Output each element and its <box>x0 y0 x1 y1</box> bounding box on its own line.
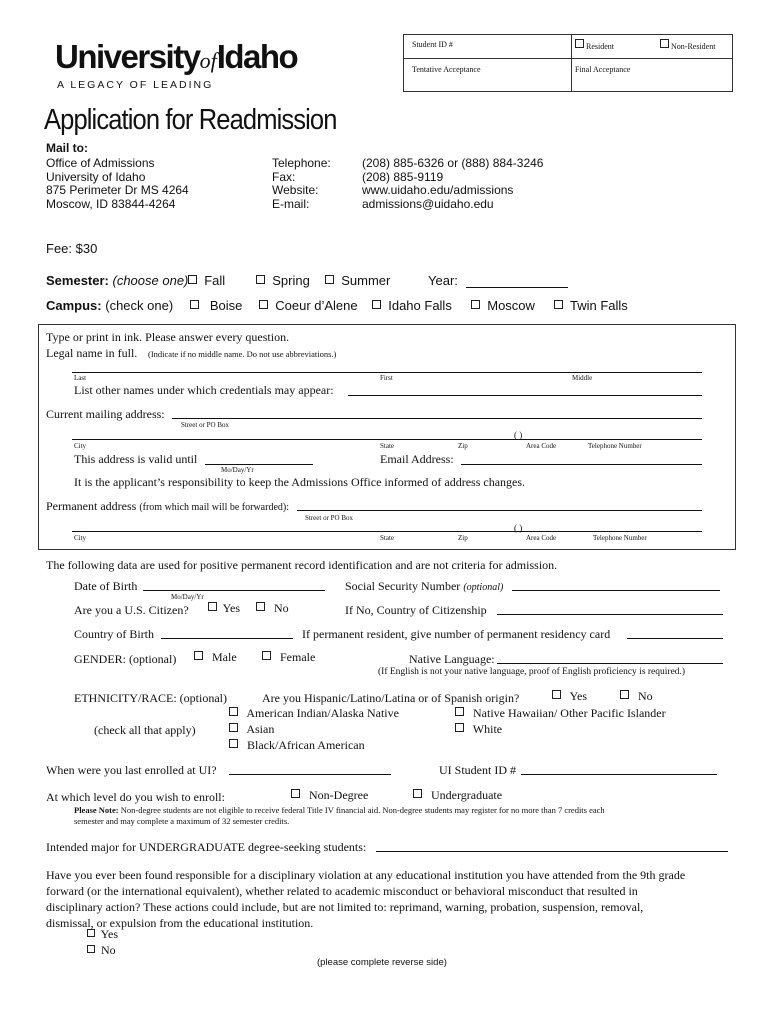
disciplinary-line: disciplinary action? These actions could include, but are not limited to: reprimand, warning, probation, suspension, removal, <box>46 900 644 914</box>
mailing-address-label: Current mailing address: <box>46 407 165 421</box>
address-line: Office of Admissions <box>46 156 155 170</box>
street-sublabel: Street or PO Box <box>181 421 230 429</box>
resident-label: Resident <box>586 42 614 51</box>
last-sublabel: Last <box>74 374 87 382</box>
boise-label: Boise <box>209 298 243 313</box>
permanent-city-field[interactable] <box>72 531 702 532</box>
male-checkbox[interactable] <box>194 651 203 660</box>
zip-sublabel: Zip <box>458 442 468 450</box>
undergraduate-checkbox[interactable] <box>413 789 422 798</box>
page-title: Application for Readmission <box>44 104 337 136</box>
student-id-label: Student ID # <box>412 40 453 49</box>
citizen-yes[interactable] <box>208 601 240 616</box>
campus-twin-falls[interactable] <box>554 298 628 313</box>
other-names-field[interactable] <box>348 395 702 396</box>
state-sublabel: State <box>380 534 394 542</box>
country-citizenship-label: If No, Country of Citizenship <box>345 603 487 617</box>
logo-idaho: Idaho <box>216 38 298 75</box>
phone-paren: ( ) <box>514 523 523 533</box>
responsibility-note: It is the applicant’s responsibility to keep the Admissions Office informed of address changes. <box>74 475 526 489</box>
ink-instructions: Type or print in ink. Please answer every question. <box>46 330 290 344</box>
level-non-degree[interactable] <box>291 788 368 803</box>
native-hawaiian-checkbox[interactable] <box>455 707 464 716</box>
native-language-field[interactable] <box>497 663 723 664</box>
address-line: Moscow, ID 83844-4264 <box>46 196 176 211</box>
campus-idaho-falls[interactable] <box>372 298 452 313</box>
city-sublabel: City <box>74 534 87 542</box>
white-label: White <box>472 722 503 736</box>
phone-paren: ( ) <box>514 430 523 440</box>
telephone-value: (208) 885-6326 or (888) 884-3246 <box>362 156 544 170</box>
last-enrolled-label: When were you last enrolled at UI? <box>46 763 217 777</box>
idaho-falls-label: Idaho Falls <box>388 298 452 313</box>
citizen-no[interactable] <box>256 601 289 616</box>
native-hawaiian-label: Native Hawaiian/ Other Pacific Islander <box>473 706 666 720</box>
moscow-checkbox[interactable] <box>471 300 480 309</box>
permanent-street-field[interactable] <box>297 510 702 511</box>
ethnicity-label: ETHNICITY/RACE: (optional) <box>74 691 227 705</box>
legal-name-field[interactable] <box>72 372 702 373</box>
male-label: Male <box>212 650 237 664</box>
final-acceptance-label: Final Acceptance <box>575 65 631 74</box>
university-logo <box>55 38 297 76</box>
ssn-text: Social Security Number <box>345 579 461 593</box>
hispanic-yes[interactable] <box>552 689 587 704</box>
contact-info-section <box>38 324 736 550</box>
mail-to-heading: Mail to: <box>46 141 88 155</box>
semester-row <box>46 273 188 288</box>
campus-moscow[interactable] <box>471 298 535 313</box>
valid-until-label: This address is valid until <box>74 452 198 466</box>
white-checkbox[interactable] <box>455 723 464 732</box>
contact-labels <box>272 157 331 211</box>
street-sublabel: Street or PO Box <box>305 514 354 522</box>
disciplinary-no-label: No <box>101 943 116 957</box>
valid-until-format: Mo/Day/Yr <box>221 466 254 474</box>
twin-falls-label: Twin Falls <box>570 298 628 313</box>
disciplinary-yes[interactable] <box>87 927 118 942</box>
gender-male[interactable] <box>194 650 237 665</box>
hispanic-yes-checkbox[interactable] <box>552 690 561 699</box>
logo-of: of <box>199 48 217 73</box>
note-text: semester and may complete a maximum of 32 semester credits. <box>74 816 290 826</box>
tentative-acceptance-label: Tentative Acceptance <box>412 65 481 74</box>
non-degree-checkbox[interactable] <box>291 789 300 798</box>
other-names-label: List other names under which credentials may appear: <box>74 383 334 397</box>
area-code-sublabel: Area Code <box>526 442 557 450</box>
spring-checkbox[interactable] <box>256 275 265 284</box>
enroll-level-label: At which level do you wish to enroll: <box>46 790 225 804</box>
last-enrolled-field[interactable] <box>229 774 391 775</box>
campus-boise[interactable] <box>190 298 242 313</box>
address-line: 875 Perimeter Dr MS 4264 <box>46 183 189 197</box>
undergraduate-label: Undergraduate <box>431 788 503 802</box>
contact-values <box>362 157 543 211</box>
year-label: Year: <box>428 273 458 288</box>
resident-option[interactable] <box>575 39 614 51</box>
semester-fall[interactable] <box>188 273 225 288</box>
residency-card-field[interactable] <box>627 638 723 639</box>
coeur-dalene-checkbox[interactable] <box>259 300 268 309</box>
boise-checkbox[interactable] <box>190 300 199 309</box>
middle-sublabel: Middle <box>572 374 593 382</box>
native-language-label: Native Language: <box>409 652 495 666</box>
citizen-yes-label: Yes <box>222 601 241 615</box>
gender-label: GENDER: (optional) <box>74 652 177 666</box>
semester-label: Semester: <box>46 273 109 288</box>
country-citizenship-field[interactable] <box>497 614 723 615</box>
ssn-field[interactable] <box>512 590 720 591</box>
hispanic-no-checkbox[interactable] <box>620 690 629 699</box>
non-degree-label: Non-Degree <box>309 788 369 802</box>
american-indian-checkbox[interactable] <box>229 707 238 716</box>
ssn-optional: (optional) <box>463 582 504 593</box>
email-link[interactable]: admissions@uidaho.edu <box>362 196 494 211</box>
citizen-no-label: No <box>274 601 289 615</box>
disciplinary-question <box>46 867 685 931</box>
valid-until-field[interactable] <box>205 464 313 465</box>
zip-sublabel: Zip <box>458 534 468 542</box>
moscow-label: Moscow <box>487 298 535 313</box>
hispanic-yes-label: Yes <box>569 689 588 703</box>
hispanic-question: Are you Hispanic/Latino/Latina or of Spanish origin? <box>262 691 520 705</box>
note-bold: Please Note: <box>74 805 119 815</box>
note-text: Non-degree students are not eligible to receive federal Title IV financial aid. Non-degree students may register for no more than 7 credits each <box>118 805 605 815</box>
office-use-box <box>403 34 733 92</box>
semester-hint: (choose one) <box>112 273 189 288</box>
asian-checkbox[interactable] <box>229 723 238 732</box>
non-resident-checkbox[interactable] <box>660 39 669 48</box>
intended-major-label: Intended major for UNDERGRADUATE degree-seeking students: <box>46 840 367 854</box>
citizen-question: Are you a U.S. Citizen? <box>74 603 189 617</box>
intended-major-field[interactable] <box>376 851 728 852</box>
email-label: E-mail: <box>272 196 310 211</box>
city-sublabel: City <box>74 442 87 450</box>
race-black[interactable] <box>229 738 365 753</box>
resident-checkbox[interactable] <box>575 39 584 48</box>
check-all-note: (check all that apply) <box>94 723 196 737</box>
level-undergraduate[interactable] <box>413 788 502 803</box>
disciplinary-line: forward (or the international equivalent), whether related to academic misconduct or behavioral misconduct that resulted in <box>46 884 638 898</box>
financial-aid-note <box>74 805 605 827</box>
campus-cda[interactable] <box>259 298 358 313</box>
idaho-falls-checkbox[interactable] <box>372 300 381 309</box>
summer-label: Summer <box>341 273 391 288</box>
reverse-side-note: (please complete reverse side) <box>317 957 447 968</box>
fall-label: Fall <box>204 273 226 288</box>
fall-checkbox[interactable] <box>188 275 197 284</box>
campus-row <box>46 298 173 313</box>
legal-name-note: (Indicate if no middle name. Do not use abbreviations.) <box>148 349 337 359</box>
ui-student-id-field[interactable] <box>521 774 717 775</box>
country-birth-label: Country of Birth <box>74 627 154 641</box>
disciplinary-yes-checkbox[interactable] <box>87 929 95 937</box>
residency-card-label: If permanent resident, give number of permanent residency card <box>302 627 611 641</box>
permanent-address-text: Permanent address <box>46 499 137 513</box>
black-label: Black/African American <box>247 738 365 752</box>
permanent-address-note: (from which mail will be forwarded): <box>139 502 289 513</box>
non-resident-option[interactable] <box>660 39 715 51</box>
identification-intro: The following data are used for positive permanent record identification and are not criteria for admission. <box>46 558 558 572</box>
campus-label: Campus: <box>46 298 102 313</box>
website-link[interactable]: www.uidaho.edu/admissions <box>362 183 514 197</box>
mailing-address-block <box>46 157 189 211</box>
email-address-label: Email Address: <box>380 452 454 466</box>
black-checkbox[interactable] <box>229 739 238 748</box>
race-asian[interactable] <box>229 722 274 737</box>
female-label: Female <box>280 650 316 664</box>
american-indian-label: American Indian/Alaska Native <box>246 706 399 720</box>
permanent-address-label <box>46 499 289 514</box>
citizen-no-checkbox[interactable] <box>256 602 265 611</box>
coeur-dalene-label: Coeur d’Alene <box>275 298 358 313</box>
ssn-label <box>345 579 503 594</box>
first-sublabel: First <box>380 374 393 382</box>
telephone-sublabel: Telephone Number <box>588 442 642 450</box>
campus-hint: (check one) <box>105 298 174 313</box>
race-native-hawaiian[interactable] <box>455 706 666 721</box>
semester-spring[interactable] <box>256 273 310 288</box>
fax-value: (208) 885-9119 <box>362 169 444 184</box>
logo-tagline: A LEGACY OF LEADING <box>57 79 214 91</box>
semester-summer[interactable] <box>325 273 390 288</box>
ui-student-id-label: UI Student ID # <box>439 763 516 777</box>
native-language-note: (If English is not your native language, proof of English proficiency is required.) <box>378 667 686 677</box>
mailing-street-field[interactable] <box>172 418 702 419</box>
disciplinary-yes-label: Yes <box>100 927 119 941</box>
dob-label: Date of Birth <box>74 579 138 593</box>
email-address-field[interactable] <box>461 464 702 465</box>
non-resident-label: Non-Resident <box>671 42 716 51</box>
dob-field[interactable] <box>143 590 325 591</box>
disciplinary-no-checkbox[interactable] <box>87 945 95 953</box>
fax-label: Fax: <box>272 169 296 184</box>
spring-label: Spring <box>272 273 310 288</box>
disciplinary-line: dismissal, or expulsion from the educational institution. <box>46 916 314 930</box>
mailing-city-field[interactable] <box>72 439 702 440</box>
disciplinary-line: Have you ever been found responsible for a disciplinary violation at any educational institution you have attended from the 9th grade <box>46 868 686 882</box>
summer-checkbox[interactable] <box>325 275 334 284</box>
legal-name-label: Legal name in full. <box>46 346 138 360</box>
hispanic-no-label: No <box>638 689 653 703</box>
race-american-indian[interactable] <box>229 706 399 721</box>
citizen-yes-checkbox[interactable] <box>208 602 217 611</box>
website-label: Website: <box>272 183 319 197</box>
address-line: University of Idaho <box>46 169 146 184</box>
asian-label: Asian <box>246 722 275 736</box>
country-birth-field[interactable] <box>161 638 293 639</box>
disciplinary-no[interactable] <box>87 943 116 958</box>
logo-university: University <box>55 38 200 75</box>
area-code-sublabel: Area Code <box>526 534 557 542</box>
gender-female[interactable] <box>262 650 315 665</box>
hispanic-no[interactable] <box>620 689 653 704</box>
state-sublabel: State <box>380 442 394 450</box>
race-white[interactable] <box>455 722 502 737</box>
telephone-sublabel: Telephone Number <box>593 534 647 542</box>
dob-format: Mo/Day/Yr <box>171 593 204 601</box>
year-field[interactable] <box>466 287 568 288</box>
female-checkbox[interactable] <box>262 651 271 660</box>
twin-falls-checkbox[interactable] <box>554 300 563 309</box>
fee-text: Fee: $30 <box>46 241 98 256</box>
telephone-label: Telephone: <box>272 156 331 170</box>
